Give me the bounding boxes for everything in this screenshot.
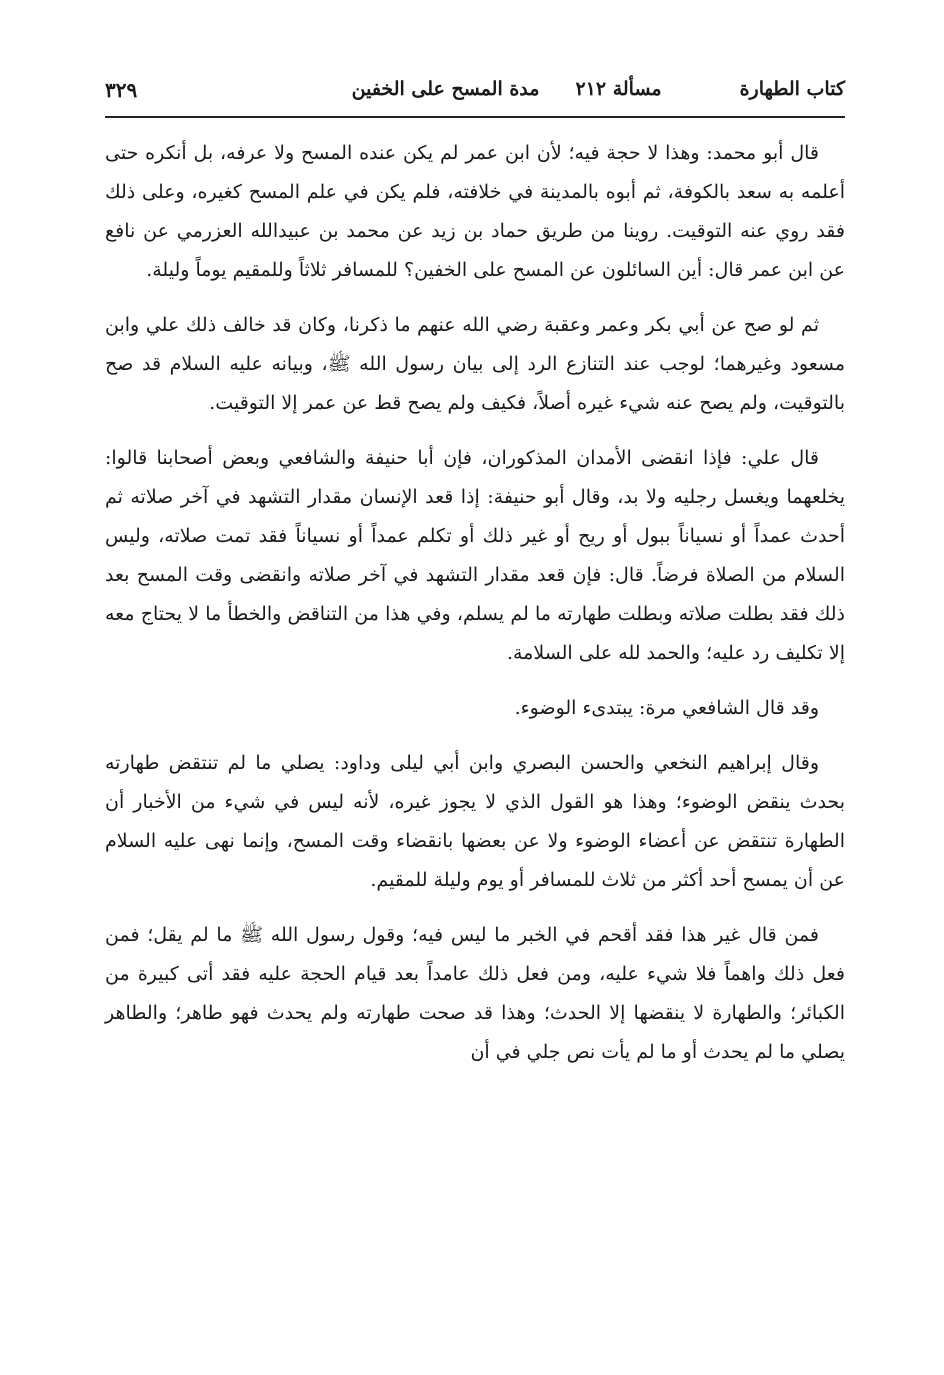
issue-number: مسألة ٢١٢: [575, 78, 662, 100]
paragraph-5: وقال إبراهيم النخعي والحسن البصري وابن أبي ليلى وداود: يصلي ما لم تنتقض طهارته بحدث ينقض الوضوء؛ وهذا هو القول الذي لا يجوز غيره، لأنه ليس في شيء من الأخبار أن الطهارة تنتقض عن أعضاء الوضوء ولا عن بعضها بانقضاء وقت المسح، وإنما نهى عليه السلام عن أن يمسح أحد أكثر من ثلاث للمسافر أو يوم وليلة للمقيم.: [105, 752, 845, 891]
paragraph-6: فمن قال غير هذا فقد أقحم في الخبر ما ليس فيه؛ وقول رسول الله ﷺ ما لم يقل؛ فمن فعل ذلك واهماً فلا شيء عليه، ومن فعل ذلك عامداً بعد قيام الحجة عليه فقد أتى كبيرة من الكبائر؛ والطهارة لا ينقضها إلا الحدث؛ وهذا قد صحت طهارته ولم يحدث فهو طاهر؛ والطاهر يصلي ما لم يحدث أو ما لم يأت نص جلي في أن: [105, 924, 845, 1063]
running-header: [105, 78, 845, 118]
page-number: ٣٢٩: [105, 78, 138, 102]
paragraph-2: ثم لو صح عن أبي بكر وعمر وعقبة رضي الله عنهم ما ذكرنا، وكان قد خالف ذلك علي وابن مسعود وغيرهما؛ لوجب عند التنازع الرد إلى بيان رسول الله ﷺ، وبيانه عليه السلام قد صح بالتوقيت، ولم يصح عنه شيء غيره أصلاً، فكيف ولم يصح قط عن عمر إلا التوقيت.: [105, 314, 846, 414]
book-page: [105, 78, 845, 1088]
paragraph-3: قال علي: فإذا انقضى الأمدان المذكوران، فإن أبا حنيفة والشافعي وبعض أصحابنا قالوا: يخلعهما ويغسل رجليه ولا بد، وقال أبو حنيفة: إذا قعد الإنسان مقدار التشهد في آخر صلاته ثم أحدث عمداً أو نسياناً ببول أو ريح أو غير ذلك أو تكلم عمداً أو نسياناً فقد تمت صلاته، وليس السلام من الصلاة فرضاً. قال: فإن قعد مقدار التشهد في آخر صلاته وانقضى وقت المسح بعد ذلك فقد بطلت صلاته وبطلت طهارته ما لم يسلم، وفي هذا من التناقض والخطأ ما لا يحتاج معه إلا تكليف رد عليه؛ والحمد لله على السلامة.: [105, 447, 845, 664]
body-text: [105, 134, 845, 1072]
paragraph-4: وقد قال الشافعي مرة: يبتدىء الوضوء.: [514, 697, 819, 719]
issue-topic: مدة المسح على الخفين: [351, 78, 540, 100]
paragraph-1: قال أبو محمد: وهذا لا حجة فيه؛ لأن ابن عمر لم يكن عنده المسح ولا عرفه، بل أنكره حتى أعلمه به سعد بالكوفة، ثم أبوه بالمدينة في خلافته، فلم يكن في علم المسح كغيره، وعلى ذلك فقد روي عنه التوقيت. روينا من طريق حماد بن زيد عن محمد بن عبيدالله العزرمي عن نافع عن ابن عمر قال: أين السائلون عن المسح على الخفين؟ للمسافر ثلاثاً وللمقيم يوماً وليلة.: [105, 142, 845, 281]
book-title: كتاب الطهارة: [739, 78, 845, 100]
